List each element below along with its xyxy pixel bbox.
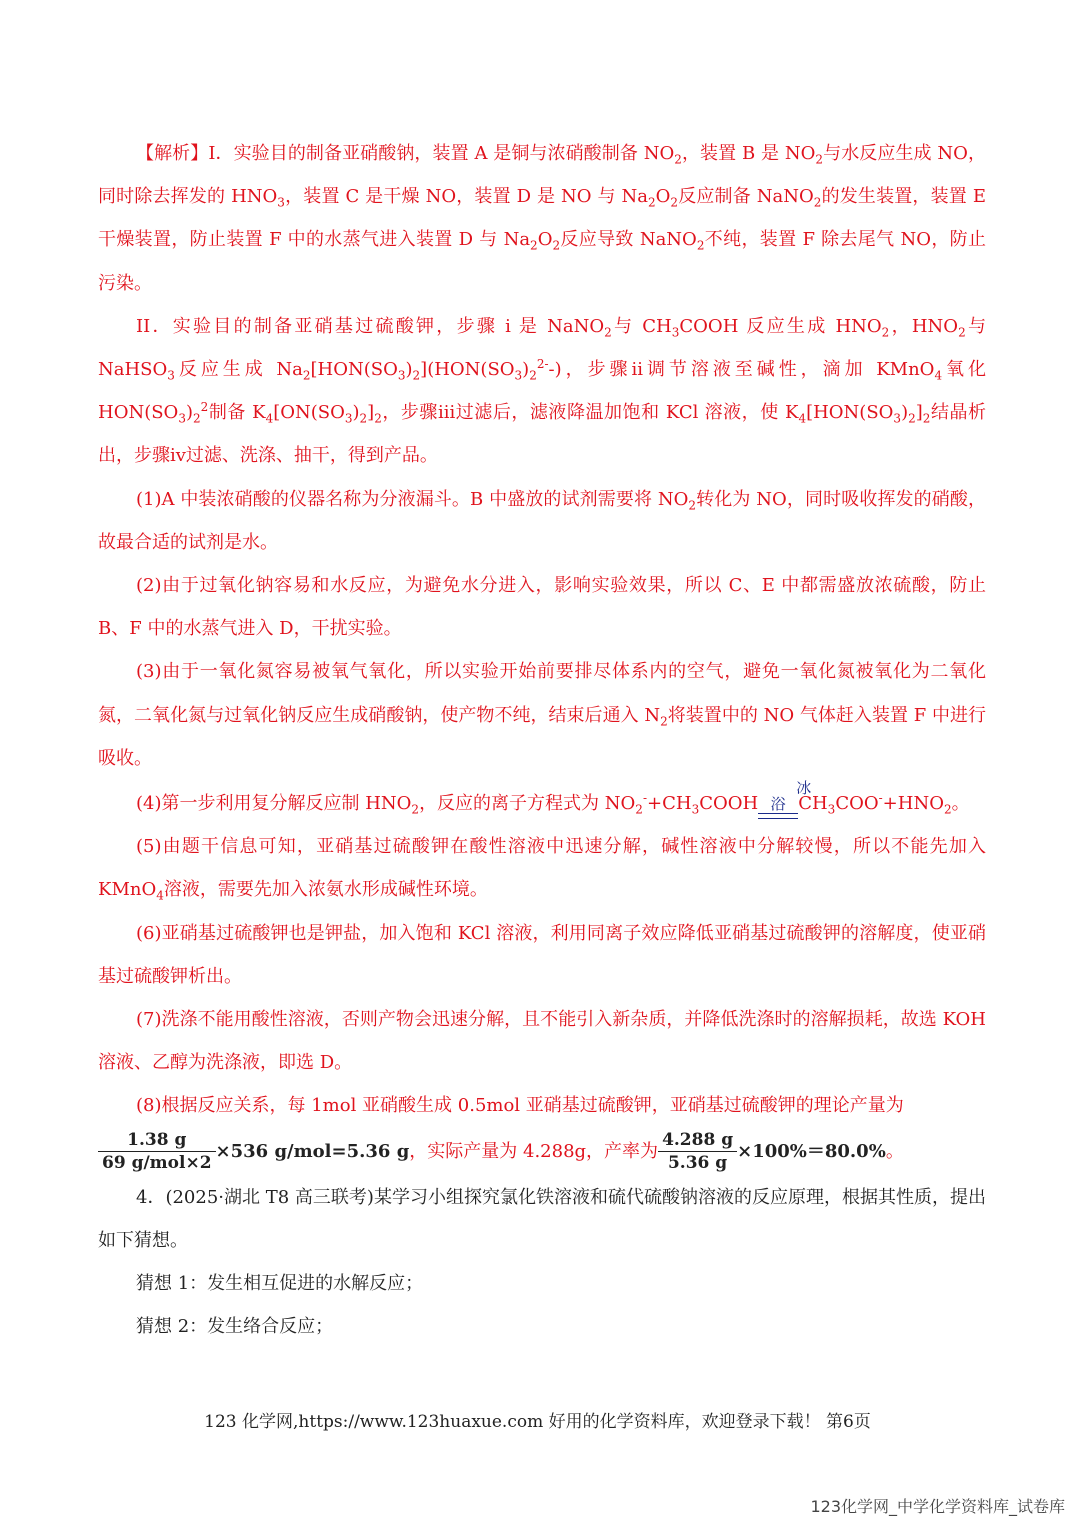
subscript: 2	[302, 368, 311, 383]
subscript: 2	[922, 411, 931, 426]
answer-8-formula	[98, 1128, 986, 1176]
analysis-tag: 【解析】	[136, 143, 209, 164]
text: [HON(SO	[806, 402, 894, 424]
fraction-yield	[658, 1129, 737, 1174]
text: II．实验目的制备亚硝基过硫酸钾，步骤 i 是 NaNO	[136, 315, 605, 337]
text: ](HON(SO	[420, 359, 515, 381]
text: ，装置 C 是干燥 NO，装置 D 是 NO 与 Na	[284, 186, 648, 208]
text: I．实验目的制备亚硝酸钠，装置 A 是铜与浓硝酸制备 NO	[208, 143, 675, 164]
answer-1	[98, 478, 986, 564]
answer-5	[98, 825, 986, 911]
text: 将装置中的 NO 气体赶入装置 F 中进行吸收。	[98, 704, 986, 769]
text: (4)第一步利用复分解反应制 HNO	[136, 793, 412, 815]
answer-4	[98, 780, 986, 825]
subscript: 2	[674, 152, 682, 167]
fraction-denominator: 69 g/mol×2	[102, 1153, 212, 1174]
page-content	[98, 132, 986, 1348]
text: 氧化 HON(SO	[98, 359, 986, 424]
subscript: 2	[813, 195, 822, 210]
text: 转化为 NO，同时吸收挥发的硝酸，故最合适的试剂是水。	[98, 488, 986, 553]
text: )	[185, 402, 193, 424]
subscript: 2	[908, 411, 916, 426]
superscript: 2	[200, 400, 209, 415]
reaction-condition: 冰浴	[770, 779, 812, 814]
subscript: 2	[958, 325, 966, 340]
text: [HON(SO	[310, 359, 398, 381]
text: )	[522, 359, 530, 381]
text: 与 CH	[611, 315, 672, 337]
subscript: 2	[530, 239, 538, 253]
subscript: 4	[156, 889, 164, 904]
subscript: 3	[344, 411, 353, 426]
subscript: 2	[815, 152, 824, 167]
answer-7: (7)洗涤不能用酸性溶液，否则产物会迅速分解，且不能引入新杂质，并降低洗涤时的溶解损耗，故选 KOH 溶液、乙醇为洗涤液，即选 D。	[98, 1009, 986, 1074]
text: ]	[367, 402, 375, 424]
text: +HNO	[882, 793, 944, 815]
subscript: 2	[647, 195, 656, 210]
question-4-intro: 4．(2025·湖北 T8 高三联考)某学习小组探究氯化铁溶液和硫代硫酸钠溶液的反应原理，根据其性质，提出如下猜想。	[98, 1186, 986, 1251]
formula-result: ×536 g/mol=5.36 g	[215, 1140, 410, 1162]
subscript: 3	[893, 411, 902, 426]
text: COOH	[699, 793, 759, 815]
subscript: 2	[696, 239, 705, 253]
text: 反应导致 NaNO	[560, 229, 697, 251]
text: 溶液，需要先加入浓氨水形成碱性环境。	[163, 879, 488, 901]
answer-8	[98, 1084, 986, 1127]
subscript: 3	[671, 325, 680, 340]
fraction-denominator: 5.36 g	[667, 1153, 728, 1174]
subscript: 2	[411, 802, 420, 817]
superscript: -	[878, 791, 883, 806]
guess-1: 猜想 1：发生相互促进的水解反应；	[136, 1273, 424, 1295]
superscript: 2-	[536, 357, 549, 372]
subscript: 2	[604, 325, 612, 340]
text: -)，步骤ii调节溶液至碱性，滴加 KMnO	[548, 359, 935, 381]
text: COO	[835, 793, 879, 815]
text: 与 NaHSO	[98, 315, 986, 381]
text: 结晶析出，步骤iv过滤、洗涤、抽干，得到产品。	[98, 402, 986, 467]
text: 反应生成 Na	[174, 359, 303, 381]
subscript: 3	[514, 368, 523, 383]
answer-6: (6)亚硝基过硫酸钾也是钾盐，加入饱和 KCl 溶液，利用同离子效应降低亚硝基过硫酸钾的溶解度，使亚硝基过硫酸钾析出。	[98, 922, 986, 987]
subscript: 3	[277, 195, 285, 210]
text: 不纯，装置 F 除去尾气 NO，防止污染。	[98, 229, 986, 294]
text: )	[405, 359, 413, 381]
text: ，HNO	[889, 315, 959, 337]
text: COOH 反应生成 HNO	[679, 315, 882, 337]
subscript: 4	[934, 368, 943, 383]
text: 的发生装置，装置 E 干燥装置，防止装置 F 中的水蒸气进入装置 D 与 Na	[98, 186, 986, 251]
subscript: 2	[412, 368, 421, 383]
text: (8)根据反应关系，每 1mol 亚硝酸生成 0.5mol 亚硝基过硫酸钾，亚硝基过硫酸钾的理论产量为	[136, 1095, 904, 1117]
subscript: 2	[359, 411, 368, 426]
text: 反应制备 NaNO	[678, 186, 814, 208]
text: 。	[951, 793, 970, 815]
fraction-theoretical	[98, 1129, 216, 1174]
text: 与水反应生成 NO，同时除去挥发的 HNO	[98, 143, 987, 208]
text: O	[537, 229, 553, 251]
answer-3	[98, 650, 986, 780]
subscript: 3	[167, 368, 175, 383]
text: CH	[798, 793, 828, 815]
guess-2: 猜想 2：发生络合反应；	[136, 1316, 334, 1338]
text: ]	[915, 402, 923, 424]
text: )	[352, 402, 360, 424]
subscript: 3	[178, 411, 186, 426]
superscript: -	[642, 791, 647, 806]
text: ，实际产量为 4.288g，产率为	[409, 1140, 659, 1162]
text: ，装置 B 是 NO	[681, 143, 816, 164]
subscript: 2	[552, 239, 561, 253]
watermark: 123化学网_中学化学资料库_试卷库	[810, 1497, 1065, 1516]
subscript: 2	[193, 411, 201, 426]
text: [ON(SO	[273, 402, 345, 424]
fraction-numerator: 1.38 g	[98, 1129, 216, 1152]
subscript: 2	[374, 411, 382, 426]
subscript: 2	[670, 195, 679, 210]
subscript: 2	[943, 802, 952, 817]
reaction-condition-arrow	[758, 779, 812, 819]
text: ，步骤iii过滤后，滤液降温加饱和 KCl 溶液，使 K	[381, 402, 799, 424]
subscript: 2	[660, 714, 668, 729]
text: 制备 K	[208, 402, 266, 424]
analysis-paragraph-1	[98, 132, 986, 305]
text: +CH	[647, 793, 692, 815]
fraction-numerator: 4.288 g	[658, 1129, 737, 1152]
subscript: 2	[688, 498, 697, 513]
text: O	[655, 186, 671, 208]
subscript: 3	[397, 368, 406, 383]
subscript: 4	[798, 411, 807, 426]
subscript: 3	[827, 802, 836, 817]
subscript: 2	[881, 325, 890, 340]
text: ，反应的离子方程式为 NO	[419, 793, 636, 815]
subscript: 2	[529, 368, 537, 383]
text: 。	[885, 1140, 904, 1162]
text: (3)由于一氧化氮容易被氧气氧化，所以实验开始前要排尽体系内的空气，避免一氧化氮被氧化为二氧化氮，二氧化氮与过氧化钠反应生成硝酸钠，使产物不纯，结束后通入 N	[98, 661, 986, 726]
yield-result: ×100%＝80.0%	[737, 1140, 886, 1162]
subscript: 3	[691, 802, 700, 817]
analysis-paragraph-2	[98, 305, 986, 478]
subscript: 4	[265, 411, 274, 426]
text: (5)由题干信息可知，亚硝基过硫酸钾在酸性溶液中迅速分解，碱性溶液中分解较慢，所以不能先加入 KMnO	[98, 836, 986, 901]
answer-2: (2)由于过氧化钠容易和水反应，为避免水分进入，影响实验效果，所以 C、E 中都需盛放浓硫酸，防止 B、F 中的水蒸气进入 D，干扰实验。	[98, 575, 986, 640]
double-line-icon	[758, 813, 798, 819]
subscript: 2	[635, 802, 643, 817]
text: (1)A 中装浓硝酸的仪器名称为分液漏斗。B 中盛放的试剂需要将 NO	[136, 488, 689, 510]
page-footer: 123 化学网,https://www.123huaxue.com 好用的化学资料库，欢迎登录下载！ 第6页	[204, 1412, 871, 1432]
text: )	[901, 402, 909, 424]
